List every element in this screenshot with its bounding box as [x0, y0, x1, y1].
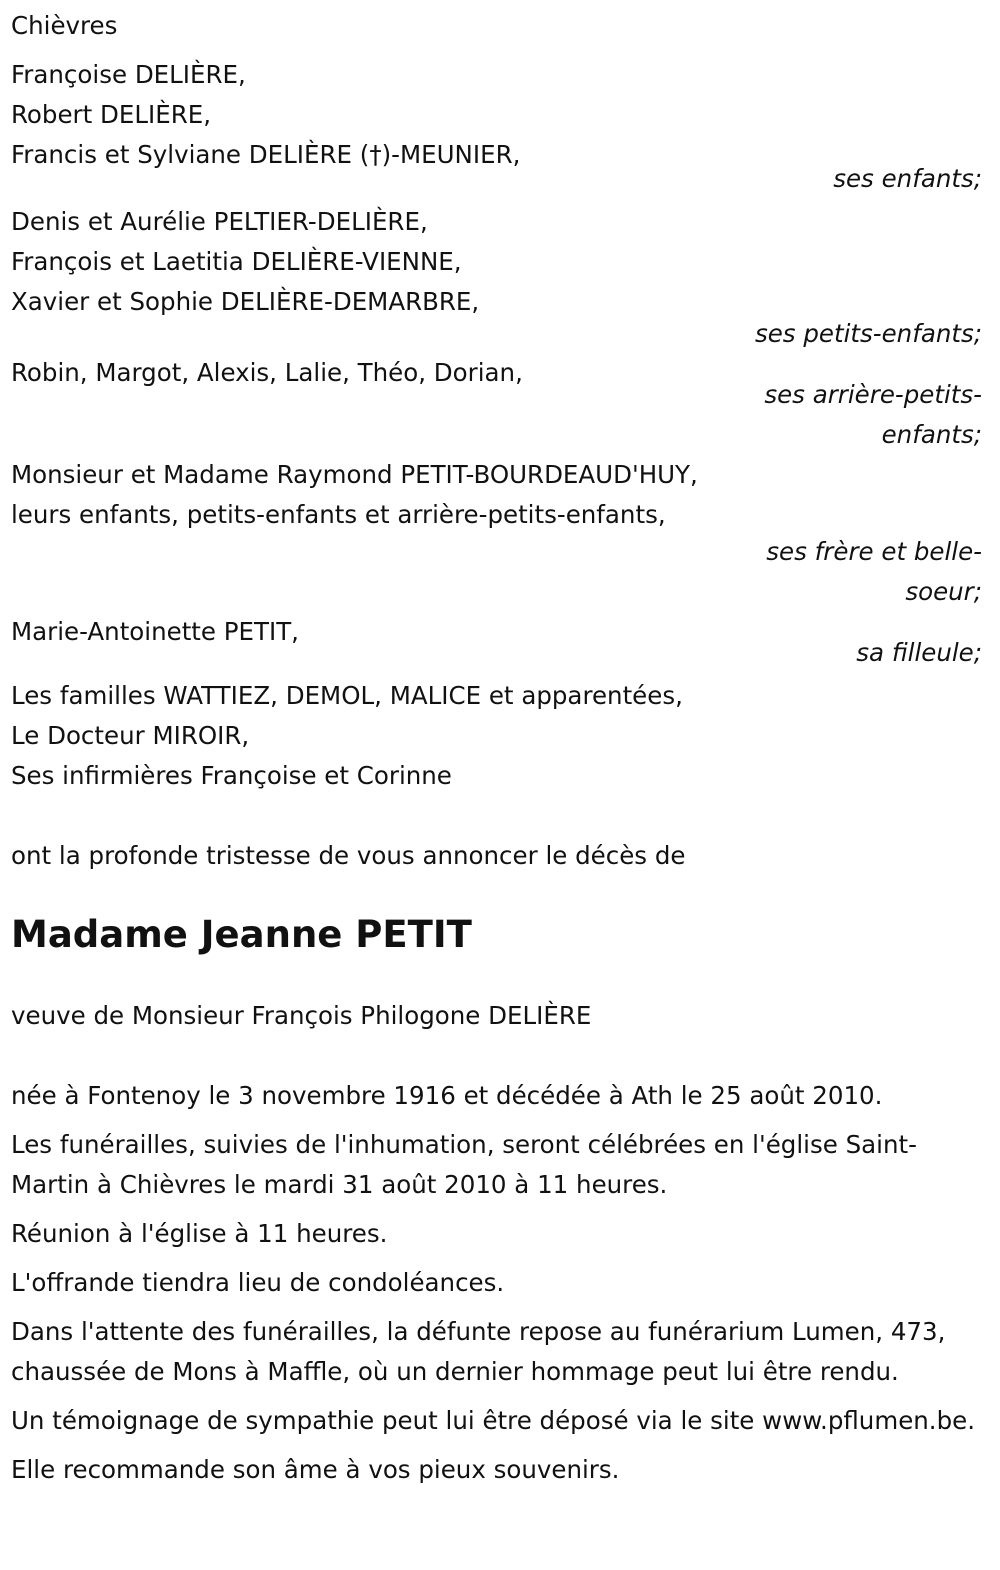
other-mourner: Ses infirmières Françoise et Corinne: [11, 761, 452, 790]
closing-text: Elle recommande son âme à vos pieux souvenirs.: [11, 1455, 620, 1484]
grandchildren-role: ses petits-enfants;: [754, 319, 982, 348]
announcement-text: ont la profonde tristesse de vous annoncer le décès de: [11, 841, 686, 870]
other-mourner: Les familles WATTIEZ, DEMOL, MALICE et apparentées,: [11, 681, 683, 710]
widow-of-text: veuve de Monsieur François Philogone DELIÈRE: [11, 1001, 592, 1030]
others-group: [11, 676, 990, 796]
great-grandchild-names: Robin, Margot, Alexis, Lalie, Théo, Dorian,: [11, 358, 523, 387]
children-role: ses enfants;: [833, 164, 982, 193]
child-name: Robert DELIÈRE,: [11, 100, 211, 129]
goddaughter-name: Marie-Antoinette PETIT,: [11, 617, 299, 646]
other-mourner: Le Docteur MIROIR,: [11, 721, 250, 750]
grandchild-name: Xavier et Sophie DELIÈRE-DEMARBRE,: [11, 287, 480, 316]
spacer: [11, 796, 990, 836]
child-name: Françoise DELIÈRE,: [11, 60, 246, 89]
town-name: Chièvres: [11, 11, 118, 40]
child-name: Francis et Sylviane DELIÈRE (†)-MEUNIER,: [11, 140, 521, 169]
sympathy-text: Un témoignage de sympathie peut lui être déposé via le site www.pflumen.be.: [11, 1406, 975, 1435]
sibling-descendants: leurs enfants, petits-enfants et arrière-petits-enfants,: [11, 500, 666, 529]
birth-death-text: née à Fontenoy le 3 novembre 1916 et décédée à Ath le 25 août 2010.: [11, 1081, 883, 1110]
goddaughter-role: sa filleule;: [856, 638, 982, 667]
siblings-role: ses frère et belle-soeur;: [766, 537, 982, 606]
great-grandchildren-group: [11, 353, 990, 455]
meeting-text: Réunion à l'église à 11 heures.: [11, 1219, 388, 1248]
grandchildren-group: [11, 202, 990, 354]
details-section: [11, 1076, 990, 1490]
grandchild-name: François et Laetitia DELIÈRE-VIENNE,: [11, 247, 462, 276]
offering-text: L'offrande tiendra lieu de condoléances.: [11, 1268, 505, 1297]
children-group: [11, 55, 990, 199]
great-grandchildren-role: ses arrière-petits-enfants;: [764, 380, 982, 449]
funerarium-text: Dans l'attente des funérailles, la défunte repose au funérarium Lumen, 473, chaussée de Mons à Maffle, où un dernier hommage peut lui être rendu.: [11, 1317, 946, 1386]
goddaughter-group: [11, 612, 990, 673]
siblings-group: [11, 455, 990, 612]
grandchild-name: Denis et Aurélie PELTIER-DELIÈRE,: [11, 207, 428, 236]
deceased-name: Madame Jeanne PETIT: [11, 913, 472, 956]
sibling-name: Monsieur et Madame Raymond PETIT-BOURDEAUD'HUY,: [11, 460, 698, 489]
funeral-text: Les funérailles, suivies de l'inhumation, seront célébrées en l'église Saint-Martin à Chièvres le mardi 31 août 2010 à 11 heures.: [11, 1130, 917, 1199]
